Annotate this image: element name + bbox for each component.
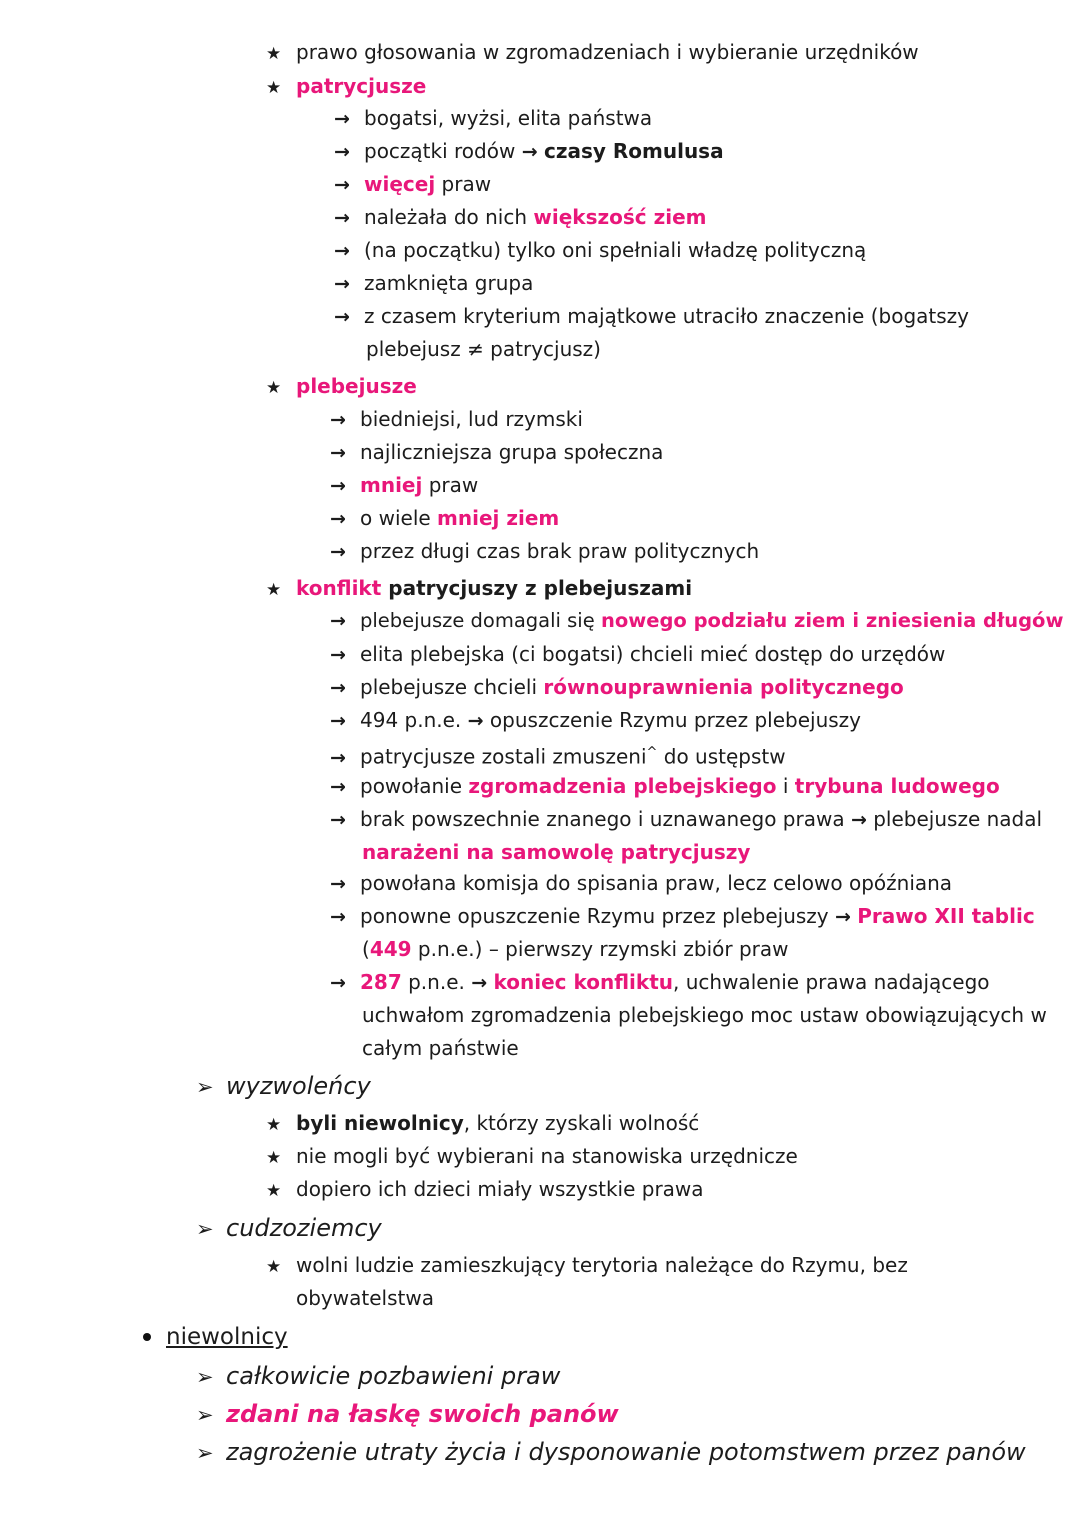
arrow-right-icon: → [330, 746, 346, 769]
heading-patrycjusze: ★ patrycjusze [266, 72, 426, 102]
arrow-right-icon: → [330, 442, 346, 464]
arrow-right-icon: → [334, 141, 350, 163]
patrycjusze-item-cont: plebejusz ≠ patrycjusz) [366, 337, 601, 361]
konflikt-item: → plebejusze domagali się nowego podziału ziem i zniesienia długów [330, 607, 1063, 635]
cudzoziemcy-item-cont: obywatelstwa [296, 1286, 434, 1310]
konflikt-item: → brak powszechnie znanego i uznawanego prawa → plebejusze nadal [330, 805, 1042, 834]
plebejusze-item: → mniej praw [330, 471, 478, 500]
star-icon: ★ [266, 78, 282, 98]
arrow-right-icon: → [330, 873, 346, 895]
wyzwolency-item: ★ nie mogli być wybierani na stanowiska urzędnicze [266, 1142, 798, 1172]
konflikt-item: → 494 p.n.e. → opuszczenie Rzymu przez plebejuszy [330, 706, 861, 735]
plebejusze-item: → najliczniejsza grupa społeczna [330, 438, 663, 467]
cudzoziemcy-item: ★ wolni ludzie zamieszkujący terytoria należące do Rzymu, bez [266, 1251, 908, 1281]
plebejusze-item: → przez długi czas brak praw politycznych [330, 537, 759, 566]
konflikt-item: → 287 p.n.e. → koniec konfliktu, uchwalenie prawa nadającego [330, 968, 990, 997]
star-icon: ★ [266, 1181, 282, 1201]
patrycjusze-item: → więcej praw [334, 170, 491, 199]
heading-cudzoziemcy: ➢ cudzoziemcy [196, 1214, 382, 1242]
patrycjusze-item: → zamknięta grupa [334, 269, 533, 298]
arrow-right-icon: → [330, 906, 346, 928]
star-icon: ★ [266, 44, 282, 64]
heading-konflikt: ★ konflikt patrycjuszy z plebejuszami [266, 574, 692, 604]
konflikt-item: → patrycjusze zostali zmuszeni^ do ustępstw [330, 739, 786, 772]
star-icon: ★ [266, 1115, 282, 1135]
arrow-right-icon: → [330, 710, 346, 732]
konflikt-item: → ponowne opuszczenie Rzymu przez plebejuszy → Prawo XII tablic [330, 902, 1035, 931]
bullet-dot-icon [143, 1333, 151, 1341]
wyzwolency-item: ★ byli niewolnicy, którzy zyskali wolność [266, 1109, 699, 1139]
arrow-right-icon: → [471, 972, 488, 994]
arrow-right-icon: → [521, 141, 538, 163]
arrow-right-icon: → [330, 508, 346, 530]
arrow-right-icon: → [330, 972, 346, 994]
niewolnicy-item: ➢ całkowicie pozbawieni praw [196, 1362, 561, 1390]
star-icon: ★ [266, 580, 282, 600]
konflikt-item-cont: narażeni na samowolę patrycjuszy [362, 840, 751, 864]
konflikt-item-cont: całym państwie [362, 1036, 519, 1060]
arrow-right-icon: → [330, 809, 346, 831]
heading-wyzwolency: ➢ wyzwoleńcy [196, 1072, 371, 1100]
plebejusze-item: → o wiele mniej ziem [330, 504, 559, 533]
arrow-right-icon: → [334, 273, 350, 295]
patrycjusze-item: → początki rodów → czasy Romulusa [334, 137, 724, 166]
triangle-bullet-icon: ➢ [196, 1403, 214, 1427]
heading-plebejusze: ★ plebejusze [266, 372, 417, 402]
konflikt-item: → plebejusze chcieli równouprawnienia politycznego [330, 673, 904, 702]
arrow-right-icon: → [330, 475, 346, 497]
arrow-right-icon: → [467, 710, 484, 732]
arrow-right-icon: → [334, 306, 350, 328]
arrow-right-icon: → [330, 776, 346, 798]
arrow-right-icon: → [334, 207, 350, 229]
arrow-right-icon: → [834, 906, 851, 928]
konflikt-item-cont: (449 p.n.e.) – pierwszy rzymski zbiór praw [362, 937, 789, 961]
arrow-right-icon: → [330, 677, 346, 699]
triangle-bullet-icon: ➢ [196, 1441, 214, 1465]
arrow-right-icon: → [330, 541, 346, 563]
konflikt-item: → powołanie zgromadzenia plebejskiego i trybuna ludowego [330, 772, 1000, 801]
arrow-right-icon: → [330, 644, 346, 666]
arrow-right-icon: → [330, 409, 346, 431]
arrow-right-icon: → [334, 174, 350, 196]
arrow-right-icon: → [334, 240, 350, 262]
bullet-voting-rights: ★ prawo głosowania w zgromadzeniach i wybieranie urzędników [266, 38, 919, 68]
patrycjusze-item: → z czasem kryterium majątkowe utraciło znaczenie (bogatszy [334, 302, 969, 331]
konflikt-item: → powołana komisja do spisania praw, lecz celowo opóźniana [330, 869, 952, 898]
triangle-bullet-icon: ➢ [196, 1217, 214, 1241]
patrycjusze-item: → należała do nich większość ziem [334, 203, 707, 232]
arrow-right-icon: → [330, 610, 346, 632]
triangle-bullet-icon: ➢ [196, 1365, 214, 1389]
wyzwolency-item: ★ dopiero ich dzieci miały wszystkie prawa [266, 1175, 704, 1205]
patrycjusze-item: → bogatsi, wyżsi, elita państwa [334, 104, 652, 133]
star-icon: ★ [266, 378, 282, 398]
star-icon: ★ [266, 1148, 282, 1168]
patrycjusze-item: → (na początku) tylko oni spełniali władzę polityczną [334, 236, 866, 265]
star-icon: ★ [266, 1257, 282, 1277]
arrow-right-icon: → [850, 809, 867, 831]
plebejusze-item: → biedniejsi, lud rzymski [330, 405, 583, 434]
triangle-bullet-icon: ➢ [196, 1075, 214, 1099]
konflikt-item: → elita plebejska (ci bogatsi) chcieli mieć dostęp do urzędów [330, 640, 945, 669]
arrow-right-icon: → [334, 108, 350, 130]
niewolnicy-item: ➢ zagrożenie utraty życia i dysponowanie potomstwem przez panów [196, 1438, 1026, 1466]
niewolnicy-item: ➢ zdani na łaskę swoich panów [196, 1400, 619, 1428]
heading-niewolnicy: niewolnicy [166, 1324, 288, 1350]
konflikt-item-cont: uchwałom zgromadzenia plebejskiego moc ustaw obowiązujących w [362, 1003, 1047, 1027]
